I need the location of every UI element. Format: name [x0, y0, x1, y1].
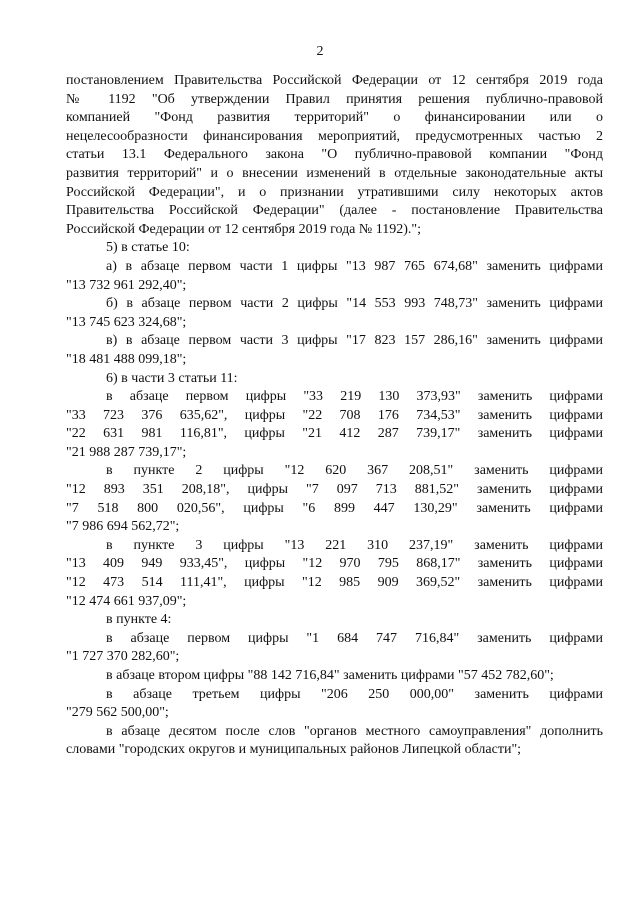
page-number: 2 — [316, 44, 324, 59]
text-line: в пункте 4: — [106, 612, 172, 628]
text-line: б) в абзаце первом части 2 цифры "14 553 993 748,73" заменить цифрами — [106, 296, 603, 312]
text-line: 6) в части 3 статьи 11: — [106, 370, 238, 386]
text-line: 5) в статье 10: — [106, 240, 190, 256]
text-line: "22 631 981 116,81", цифры "21 412 287 739,17" заменить цифрами — [66, 426, 603, 442]
text-line: "21 988 287 739,17"; — [66, 444, 187, 460]
text-line: в абзаце первом цифры "33 219 130 373,93" заменить цифрами — [106, 389, 603, 405]
text-line: Правительства Российской Федерации" (далее - постановление Правительства — [66, 203, 603, 219]
text-line: нецелесообразности финансирования мероприятий, предусмотренных частью 2 — [66, 128, 603, 144]
text-line: "12 473 514 111,41", цифры "12 985 909 369,52" заменить цифрами — [66, 575, 603, 591]
text-line: Российской Федерации от 12 сентября 2019 года № 1192)."; — [66, 221, 422, 237]
text-line: а) в абзаце первом части 1 цифры "13 987 765 674,68" заменить цифрами — [106, 258, 603, 274]
text-line: "13 732 961 292,40"; — [66, 277, 187, 293]
text-line: "33 723 376 635,62", цифры "22 708 176 734,53" заменить цифрами — [66, 407, 603, 423]
text-line: в абзаце третьем цифры "206 250 000,00" заменить цифрами — [106, 686, 603, 702]
text-line: "279 562 500,00"; — [66, 705, 169, 721]
document-body — [66, 72, 603, 760]
text-line: в абзаце втором цифры "88 142 716,84" заменить цифрами "57 452 782,60"; — [106, 668, 554, 683]
text-line: постановлением Правительства Российской Федерации от 12 сентября 2019 года — [66, 73, 603, 88]
text-line: "1 727 370 282,60"; — [66, 649, 180, 665]
text-line: в абзаце первом цифры "1 684 747 716,84" заменить цифрами — [106, 630, 603, 646]
text-line: "7 986 694 562,72"; — [66, 519, 180, 535]
text-line: словами "городских округов и муниципальных районов Липецкой области"; — [66, 742, 522, 758]
text-line: Российской Федерации", и о признании утратившими силу некоторых актов — [66, 184, 603, 200]
text-line: "18 481 488 099,18"; — [66, 351, 187, 367]
text-line: статьи 13.1 Федерального закона "О публично-правовой компании "Фонд — [66, 147, 603, 163]
text-line: № 1192 "Об утверждении Правил принятия решения публично-правовой — [66, 91, 603, 107]
text-line: в абзаце десятом после слов "органов местного самоуправления" дополнить — [106, 723, 603, 739]
text-line: в пункте 3 цифры "13 221 310 237,19" заменить цифрами — [106, 537, 603, 553]
text-line: компанией "Фонд развития территорий" о финансировании или о — [66, 110, 603, 126]
text-line: в пункте 2 цифры "12 620 367 208,51" заменить цифрами — [106, 463, 603, 479]
text-line: "12 474 661 937,09"; — [66, 593, 187, 609]
text-line: "13 745 623 324,68"; — [66, 314, 187, 330]
text-line: "12 893 351 208,18", цифры "7 097 713 881,52" заменить цифрами — [66, 482, 603, 498]
text-line: "13 409 949 933,45", цифры "12 970 795 868,17" заменить цифрами — [66, 556, 603, 572]
text-line: в) в абзаце первом части 3 цифры "17 823 157 286,16" заменить цифрами — [106, 333, 603, 349]
text-line: "7 518 800 020,56", цифры "6 899 447 130,29" заменить цифрами — [66, 500, 603, 516]
text-line: развития территорий" и о внесении изменений в отдельные законодательные акты — [66, 165, 603, 181]
